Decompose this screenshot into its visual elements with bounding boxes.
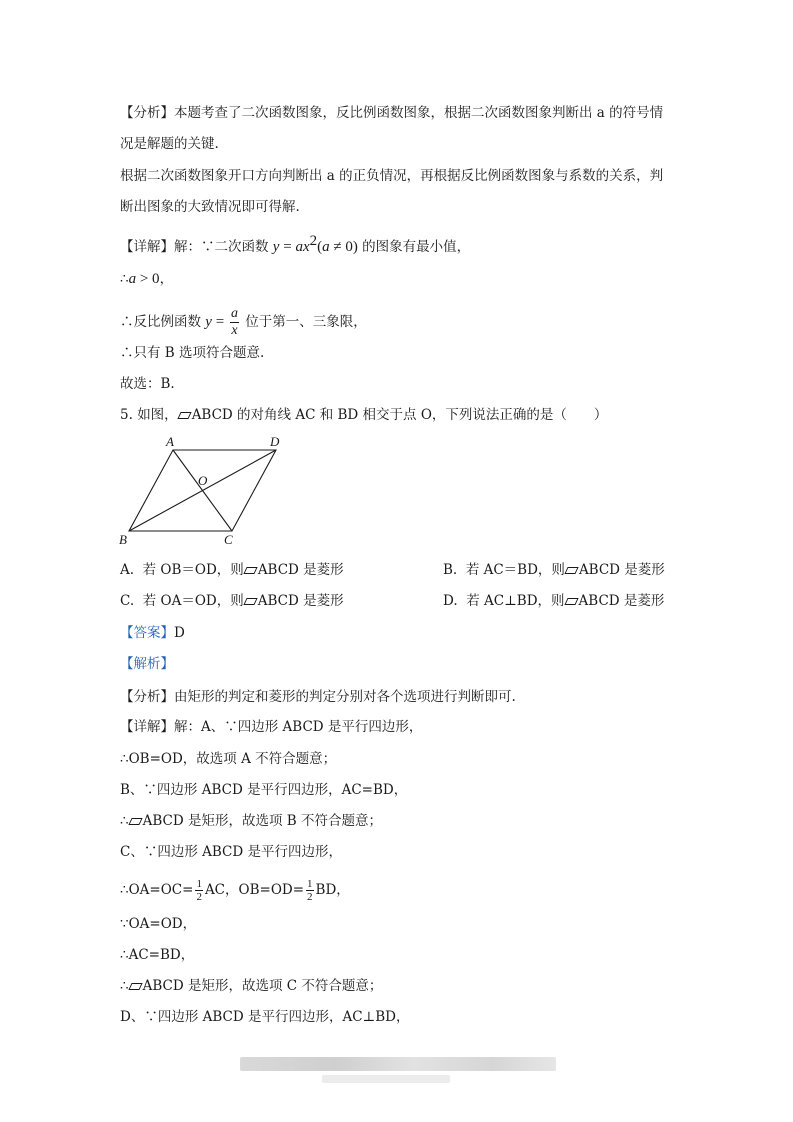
detail2-line-6: ∴OA=OC= $\frac{1}{2}$ AC，OB=OD= $\frac{1}{2}$ BD， <box>120 878 350 903</box>
parallelogram-diagram <box>116 430 291 548</box>
fraction-one-half: $\frac{1}{2}$ <box>307 878 313 903</box>
parallelogram-icon <box>244 567 257 574</box>
detail-text: 的图象有最小值， <box>357 239 471 255</box>
label-a: A <box>166 434 174 449</box>
label-o: O <box>198 473 208 488</box>
parallelogram-icon <box>129 818 142 825</box>
inverse-function-formula: y = $\frac{a}{x}$ <box>205 306 238 338</box>
answer-value: D <box>174 625 185 641</box>
parallelogram-icon <box>565 567 578 574</box>
detail-line-2: ∴a > 0， <box>120 271 174 287</box>
fraction-one-half: $\frac{1}{2}$ <box>196 878 202 903</box>
label-d: D <box>270 434 280 449</box>
detail-text: 解：∵二次函数 <box>174 239 273 255</box>
question-stem: 5. 如图， ABCD 的对角线 AC 和 BD 相交于点 O，下列说法正确的是（ ） <box>120 407 608 423</box>
answer-line <box>120 624 185 642</box>
blurred-footer <box>240 1057 556 1071</box>
a-positive-formula: a > 0 <box>128 271 160 287</box>
fraction-a-over-x: $\frac{a}{x}$ <box>230 306 238 338</box>
answer-tag: 【答案】 <box>120 625 174 641</box>
detail-line-1 <box>120 232 470 256</box>
option-a[interactable]: A. 若 OB＝OD，则 ABCD 是菱形 <box>120 562 344 578</box>
option-c[interactable]: C. 若 OA＝OD，则 ABCD 是菱形 <box>120 593 344 609</box>
detail-tag: 【详解】 <box>120 239 174 255</box>
analysis-line-3: 根据二次函数图象开口方向判断出 a 的正负情况，再根据反比例函数图象与系数的关系，判 <box>120 168 664 184</box>
detail2-line-5: C、∵四边形 ABCD 是平行四边形， <box>120 844 342 860</box>
detail2-line-8: ∴AC=BD， <box>120 947 195 963</box>
analysis2-line: 【分析】由矩形的判定和菱形的判定分别对各个选项进行判断即可. <box>120 689 516 705</box>
jiexi-tag: 【解析】 <box>120 656 174 672</box>
parallelogram-icon <box>565 598 578 605</box>
analysis-line-1 <box>120 104 663 122</box>
option-b[interactable]: B. 若 AC＝BD，则 ABCD 是菱形 <box>443 562 665 578</box>
detail2-line-7: ∵OA=OD， <box>120 916 197 932</box>
parallelogram-icon <box>244 598 257 605</box>
analysis-text-1: 本题考查了二次函数图象，反比例函数图象，根据二次函数图象判断出 a 的符号情 <box>174 105 664 121</box>
analysis-tag: 【分析】 <box>120 105 174 121</box>
detail2-line-1: 【详解】解：A、∵四边形 ABCD 是平行四边形， <box>120 719 423 735</box>
detail2-line-2: ∴OB=OD，故选项 A 不符合题意； <box>120 751 337 767</box>
detail-line-4: ∴只有 B 选项符合题意. <box>120 345 265 361</box>
analysis-line-4: 断出图象的大致情况即可得解. <box>120 199 300 215</box>
detail2-line-9: ∴ ABCD 是矩形，故选项 C 不符合题意； <box>120 978 383 994</box>
blurred-footer-sub <box>322 1075 450 1083</box>
option-d[interactable]: D. 若 AC⊥BD，则 ABCD 是菱形 <box>443 593 665 609</box>
label-b: B <box>119 532 127 547</box>
detail2-line-10: D、∵四边形 ABCD 是平行四边形，AC⊥BD， <box>120 1009 410 1025</box>
label-c: C <box>224 532 233 547</box>
detail2-line-4: ∴ ABCD 是矩形，故选项 B 不符合题意； <box>120 813 382 829</box>
analysis-line-2: 况是解题的关键. <box>120 136 219 152</box>
parallelogram-icon <box>178 412 191 419</box>
quadratic-formula: $y = ax^2(a \ne 0)$ <box>272 233 358 255</box>
detail-line-5: 故选：B. <box>120 376 175 392</box>
parallelogram-icon <box>129 983 142 990</box>
detail2-line-3: B、∵四边形 ABCD 是平行四边形，AC=BD， <box>120 782 408 798</box>
detail-line-3: ∴反比例函数 y = $\frac{a}{x}$ 位于第一、三象限， <box>120 306 367 338</box>
